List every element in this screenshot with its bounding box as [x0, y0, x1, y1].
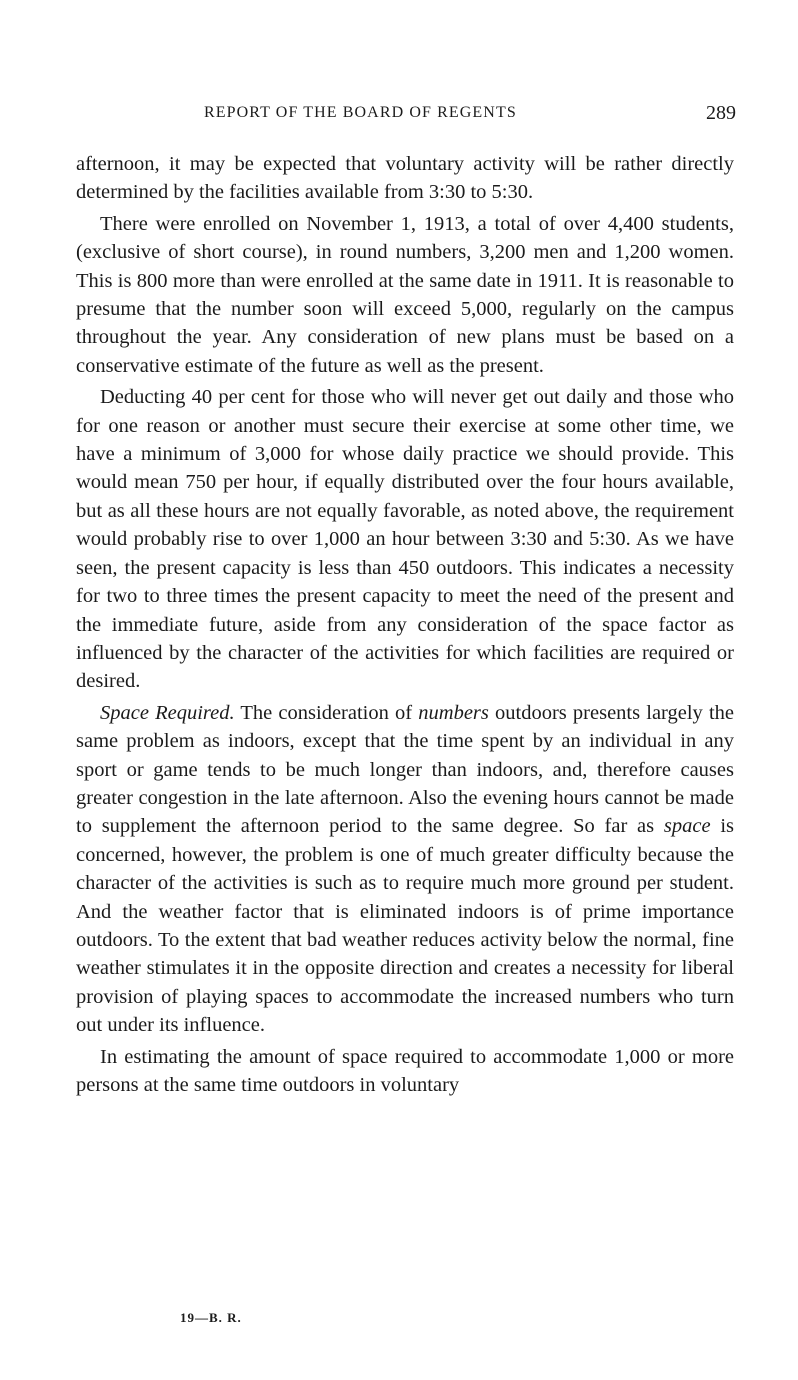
- paragraph-text: The consideration of: [234, 701, 419, 724]
- paragraph-estimating: In estimating the amount of space required to accommodate 1,000 or more persons at the same time outdoors in voluntary: [76, 1045, 734, 1096]
- paragraph-text: outdoors presents largely the same problem as indoors, except that the time spent by an individual in any sport or game tends to be much longer than indoors, and, therefore causes greater congestion in the late afternoon. Also the evening hours cannot be made to supplement the afternoon period to the same degree. So far as: [76, 701, 735, 838]
- signature-mark: 19—B. R.: [180, 1310, 242, 1325]
- body-text: [76, 150, 734, 1099]
- paragraph-space-required: [76, 699, 734, 1040]
- running-head: [76, 104, 736, 132]
- paragraph-enrollment: There were enrolled on November 1, 1913, a total of over 4,400 students, (exclusive of short course), in round numbers, 3,200 men and 1,200 women. This is 800 more than were enrolled at the same date in 1911. It is reasonable to presume that the number soon will exceed 5,000, regularly on the campus throughout the year. Any consideration of new plans must be based on a conservative estimate of the future as well as the present.: [76, 212, 734, 377]
- running-title: REPORT OF THE BOARD OF REGENTS: [204, 104, 517, 121]
- emphasis-numbers: numbers: [418, 701, 489, 724]
- paragraph-continuation: afternoon, it may be expected that voluntary activity will be rather directly determined by the facilities available from 3:30 to 5:30.: [76, 153, 734, 204]
- paragraph-text: is concerned, however, the problem is one of much greater difficulty because the character of the activities is such as to require much more ground per student. And the weather factor that is eliminated indoors is of prime importance outdoors. To the extent that bad weather reduces activity below the normal, fine weather stimulates it in the opposite direction and creates a necessity for liberal provision of playing spaces to accommodate the increased numbers who turn out under its influence.: [76, 815, 734, 1037]
- emphasis-space: space: [663, 815, 711, 838]
- sidehead-space-required: Space Required.: [100, 701, 235, 724]
- page-number: 289: [706, 102, 736, 124]
- paragraph-deducting: Deducting 40 per cent for those who will never get out daily and those who for one reason or another must secure their exercise at some other time, we have a minimum of 3,000 for whose daily practice we should provide. This would mean 750 per hour, if equally distributed over the four hours available, but as all these hours are not equally favorable, as noted above, the requirement would probably rise to over 1,000 an hour between 3:30 and 5:30. As we have seen, the present capacity is less than 450 outdoors. This indicates a necessity for two to three times the present capacity to meet the need of the present and the immediate future, aside from any consideration of the space factor as influenced by the character of the activities for which facilities are required or desired.: [76, 386, 734, 693]
